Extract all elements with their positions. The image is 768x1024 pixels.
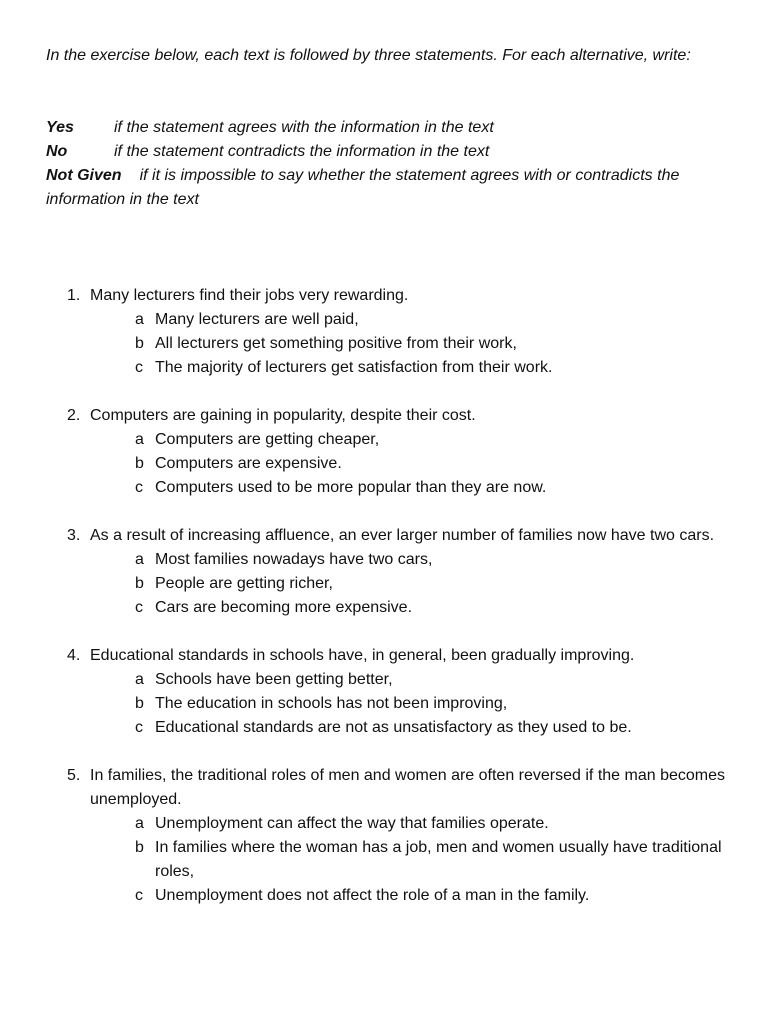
option-text: Unemployment can affect the way that families operate. (155, 815, 549, 832)
option-letter: a (135, 431, 144, 448)
option-text: Most families nowadays have two cars, (155, 551, 433, 568)
question-number: 1. (67, 287, 81, 304)
option-a (135, 812, 727, 836)
option-letter: c (135, 479, 143, 496)
option-letter: a (135, 815, 144, 832)
option-letter: b (135, 455, 144, 472)
definition-text: if the statement contradicts the information in the text (114, 143, 490, 160)
definition-yes (46, 116, 726, 140)
question-number: 2. (67, 407, 81, 424)
option-text: All lecturers get something positive from their work, (155, 335, 517, 352)
option-letter: b (135, 335, 144, 352)
option-b (135, 692, 727, 716)
answer-key-definitions (46, 116, 726, 212)
option-letter: a (135, 311, 144, 328)
option-c (135, 356, 727, 380)
option-a (135, 308, 727, 332)
question-4 (67, 644, 727, 740)
question-2 (67, 404, 727, 500)
option-a (135, 668, 727, 692)
option-letter: c (135, 599, 143, 616)
option-b (135, 572, 727, 596)
definition-term: Not Given (46, 167, 122, 184)
option-text: Educational standards are not as unsatisfactory as they used to be. (155, 719, 632, 736)
definition-text: if it is impossible to say whether the statement agrees with or contradicts the information in the text (46, 167, 680, 208)
option-list (135, 812, 727, 908)
option-letter: b (135, 575, 144, 592)
option-text: Computers used to be more popular than they are now. (155, 479, 547, 496)
question-text: In families, the traditional roles of men and women are often reversed if the man becomes unemployed. (90, 767, 725, 808)
option-text: Cars are becoming more expensive. (155, 599, 413, 616)
option-text: Computers are getting cheaper, (155, 431, 380, 448)
option-b (135, 332, 727, 356)
option-text: Schools have been getting better, (155, 671, 393, 688)
definition-not-given (46, 164, 726, 212)
option-b (135, 836, 727, 884)
option-text: Computers are expensive. (155, 455, 342, 472)
option-c (135, 476, 727, 500)
option-text: In families where the woman has a job, men and women usually have traditional roles, (155, 839, 722, 880)
option-text: People are getting richer, (155, 575, 333, 592)
question-number: 5. (67, 767, 81, 784)
question-text: Computers are gaining in popularity, despite their cost. (90, 407, 476, 424)
option-list (135, 668, 727, 740)
intro-text: In the exercise below, each text is followed by three statements. For each alternative, write: (46, 47, 691, 64)
option-letter: c (135, 887, 143, 904)
definition-text: if the statement agrees with the information in the text (114, 119, 494, 136)
definition-no (46, 140, 726, 164)
option-letter: a (135, 551, 144, 568)
question-text: Educational standards in schools have, in general, been gradually improving. (90, 647, 635, 664)
question-number: 3. (67, 527, 81, 544)
option-list (135, 308, 727, 380)
option-text: Many lecturers are well paid, (155, 311, 359, 328)
definition-term: Yes (46, 119, 74, 136)
definition-term: No (46, 143, 68, 160)
option-letter: b (135, 695, 144, 712)
question-text: As a result of increasing affluence, an ever larger number of families now have two cars. (90, 527, 715, 544)
option-b (135, 452, 727, 476)
question-5 (67, 764, 727, 908)
question-3 (67, 524, 727, 620)
option-c (135, 884, 727, 908)
option-text: The majority of lecturers get satisfaction from their work. (155, 359, 553, 376)
instructions (46, 44, 726, 68)
option-letter: c (135, 719, 143, 736)
option-text: Unemployment does not affect the role of a man in the family. (155, 887, 590, 904)
option-text: The education in schools has not been improving, (155, 695, 508, 712)
option-letter: a (135, 671, 144, 688)
option-letter: b (135, 839, 144, 856)
question-1 (67, 284, 727, 380)
option-list (135, 548, 727, 620)
option-a (135, 548, 727, 572)
option-letter: c (135, 359, 143, 376)
option-a (135, 428, 727, 452)
option-c (135, 596, 727, 620)
option-c (135, 716, 727, 740)
option-list (135, 428, 727, 500)
question-list (67, 284, 727, 932)
question-text: Many lecturers find their jobs very rewarding. (90, 287, 409, 304)
question-number: 4. (67, 647, 81, 664)
